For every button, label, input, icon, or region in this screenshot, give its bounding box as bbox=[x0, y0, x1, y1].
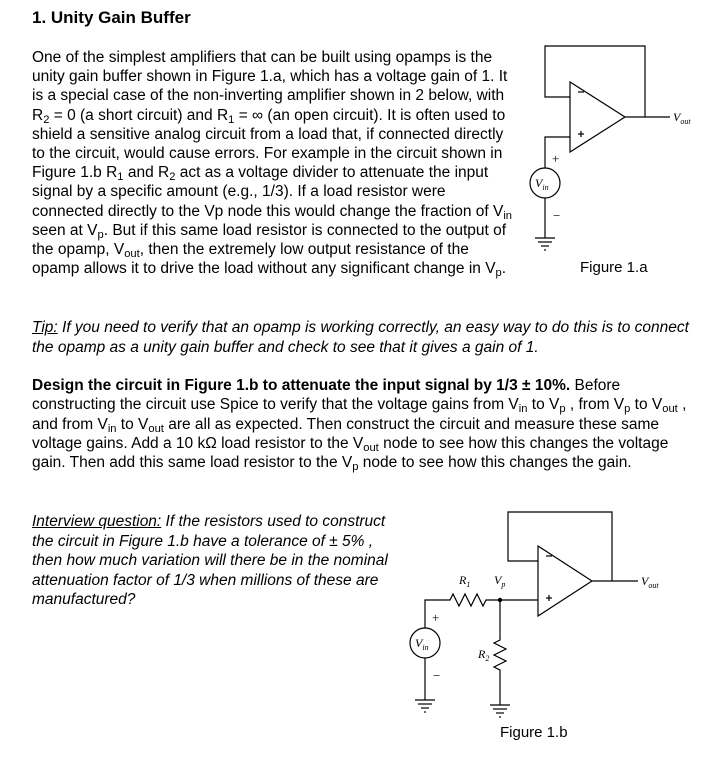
figure-b-feedback-wire bbox=[508, 512, 612, 581]
tip-label: Tip: bbox=[32, 319, 58, 336]
design-paragraph: Design the circuit in Figure 1.b to attenuate the input signal by 1/3 ± 10%. Before constructing the circuit use Spice to verify that the voltage gains from $V_{in}$ to $V_p$ , from $V_p$ to $V_{out}$ , and from $V_{in}$ to $V_{out}$ are all as expected. Then construct the circuit and measure these same voltage gains. Add a 10 kΩ load resistor to the $V_{out}$ node to see how this changes the voltage gain. Then add this same load resistor to the $V_p$ node to see how this changes the gain. bbox=[32, 377, 687, 473]
figure-b-plus-label: + bbox=[432, 610, 440, 625]
figure-a-vout-label: $V_{out}$ bbox=[673, 110, 691, 126]
figure-b-r2-symbol bbox=[494, 600, 506, 705]
figure-a-minus-label: − bbox=[553, 208, 561, 223]
intro-paragraph: One of the simplest amplifiers that can be built using opamps is the unity gain buffer shown in Figure 1.a, which has a voltage gain of 1. It is a special case of the non-inverting amplifier shown in 2 below, with $R_2 = 0$ (a short circuit) and $R_1$ = ∞ (an open circuit). It is often used to shield a sensitive analog circuit from a load that, if connected directly to the circuit, would cause errors. For example in the circuit shown in Figure 1.b $R_1$ and $R_2$ act as a voltage divider to attenuate the input signal by a specific amount (e.g., 1/3). If a load resistor were connected directly to the Vp node this would change the fraction of $V_{in}$ seen at $V_p$. But if this same load resistor is connected to the output of the opamp, $V_{out}$, then the extremely low output resistance of the opamp allows it to drive the load without any significant change in $V_p$. bbox=[32, 49, 513, 280]
figure-b-minus-label: − bbox=[433, 668, 441, 683]
figure-b-vout-label: $V_{out}$ bbox=[641, 574, 659, 590]
figure-a-circuit bbox=[530, 46, 670, 250]
interview-paragraph: Interview question: If the resistors used to construct the circuit in Figure 1.b have a tolerance of ± 5% , then how much variation will there be in the nominal attenuation factor of 1/3 when millions of these are manufactured? bbox=[32, 513, 388, 609]
figure-b-caption: Figure 1.b bbox=[500, 724, 568, 741]
figure-b-circuit bbox=[410, 512, 638, 717]
interview-label: Interview question: bbox=[32, 513, 162, 530]
figure-b-vin-label: $V_{in}$ bbox=[415, 636, 429, 652]
figure-a-vin-label: $V_{in}$ bbox=[535, 176, 549, 192]
figure-a-feedback-wire bbox=[545, 46, 645, 117]
tip-paragraph: Tip: If you need to verify that an opamp is working correctly, an easy way to do this is to connect the opamp as a unity gain buffer and check to see that it gives a gain of 1. bbox=[32, 319, 689, 356]
figure-b-r1-label: $R_1$ bbox=[459, 573, 471, 589]
figure-b-vp-node bbox=[498, 598, 502, 602]
figure-b-vp-label: $V_p$ bbox=[494, 573, 506, 589]
figure-a-plus-label: + bbox=[552, 151, 560, 166]
section-title: 1. Unity Gain Buffer bbox=[32, 8, 191, 27]
figure-a-caption: Figure 1.a bbox=[580, 259, 648, 276]
figure-b-r2-label: $R_2$ bbox=[478, 647, 490, 663]
design-heading: Design the circuit in Figure 1.b to attenuate the input signal by 1/3 ± 10%. bbox=[32, 377, 571, 394]
